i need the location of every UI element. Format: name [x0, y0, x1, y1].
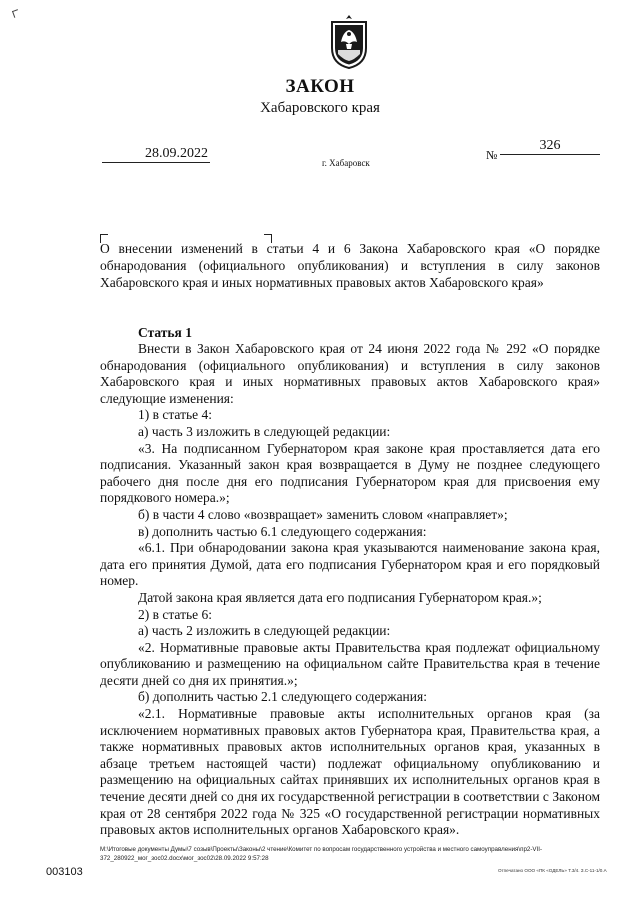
article-paragraph: Датой закона края является дата его подписания Губернатором края.»;: [138, 589, 542, 605]
law-subject: О внесении изменений в статьи 4 и 6 Закона Хабаровского края «О порядке обнародования (официального опубликования) и вступления в силу законов Хабаровского края и иных нормативных правовых актов Хабаровского края»: [100, 241, 600, 290]
law-title: ЗАКОН: [285, 76, 355, 97]
file-path-line: 372_280922_мог_зос02.docx\мог_зос02\28.09.2022 9:57:28: [100, 855, 269, 862]
article-paragraph: б) в части 4 слово «возвращает» заменить словом «направляет»;: [138, 506, 508, 522]
article-paragraph: «2.1. Нормативные правовые акты исполнительных органов края (за исключением нормативных правовых актов Губернатора края, Правительства края, а также нормативных правовых актов исполнительных органов края, указанных в абзаце третьем настоящей части) подлежат официальному опубликованию и размещению на официальных сайтах принявших их исполнительных органов края в течение десяти дней со дня их государственной регистрации в соответствии с Законом края от 28 сентября 2022 года № 325 «О государственной регистрации нормативных правовых актов исполнительных органов Хабаровского края».: [100, 706, 600, 838]
law-date: 28.09.2022: [102, 146, 210, 163]
article-paragraph: б) дополнить частью 2.1 следующего содержания:: [138, 689, 427, 705]
number-label: №: [486, 148, 498, 162]
printer-mark: Отпечатано ООО «ПК «ОДЕЛЬ» Т.3/4. З.С-11-1/0.А: [498, 868, 607, 873]
article-paragraph: 2) в статье 6:: [138, 606, 212, 622]
article-paragraph: в) дополнить частью 6.1 следующего содержания:: [138, 523, 427, 539]
law-city: г. Хабаровск: [322, 158, 370, 168]
law-number: 326: [500, 138, 600, 155]
article-paragraph: а) часть 2 изложить в следующей редакции:: [138, 623, 391, 639]
article-paragraph: а) часть 3 изложить в следующей редакции:: [138, 423, 391, 439]
article-paragraph: «2. Нормативные правовые акты Правительства края подлежат официальному опубликованию и размещению на официальном сайте Правительства края в течение десяти дней со дня их принятия.»;: [100, 639, 600, 688]
article-paragraph: «3. На подписанном Губернатором края законе края проставляется дата его подписания. Указанный закон края возвращается в Думу не позднее следующего рабочего дня после дня его подписания Губернатором края для присвоения ему порядкового номера.»;: [100, 440, 600, 506]
article-paragraph: 1) в статье 4:: [138, 407, 212, 423]
scan-mark: [12, 9, 20, 18]
file-path-footer: [100, 845, 610, 863]
article-body: [100, 341, 600, 839]
coat-of-arms-emblem: [326, 12, 372, 70]
article-paragraph: «6.1. При обнародовании закона края указываются наименование закона края, дата его принятия Думой, дата его подписания Губернатором края и его порядковый номер.: [100, 540, 600, 589]
law-region: Хабаровского края: [260, 100, 380, 116]
article-paragraph: Внести в Закон Хабаровского края от 24 июня 2022 года № 292 «О порядке обнародования (официального опубликования) и вступления в силу законов Хабаровского края и иных нормативных правовых актов Хабаровского края» следующие изменения:: [100, 341, 600, 406]
file-path-line: М:\Итоговые документы Думы\7 созыв\Проекты\Законы\2 чтение\Комитет по вопросам государственного устройства и местного самоуправления\пр2-VII-: [100, 846, 543, 853]
article-heading: Статья 1: [138, 325, 192, 340]
document-number: 003103: [46, 866, 83, 878]
